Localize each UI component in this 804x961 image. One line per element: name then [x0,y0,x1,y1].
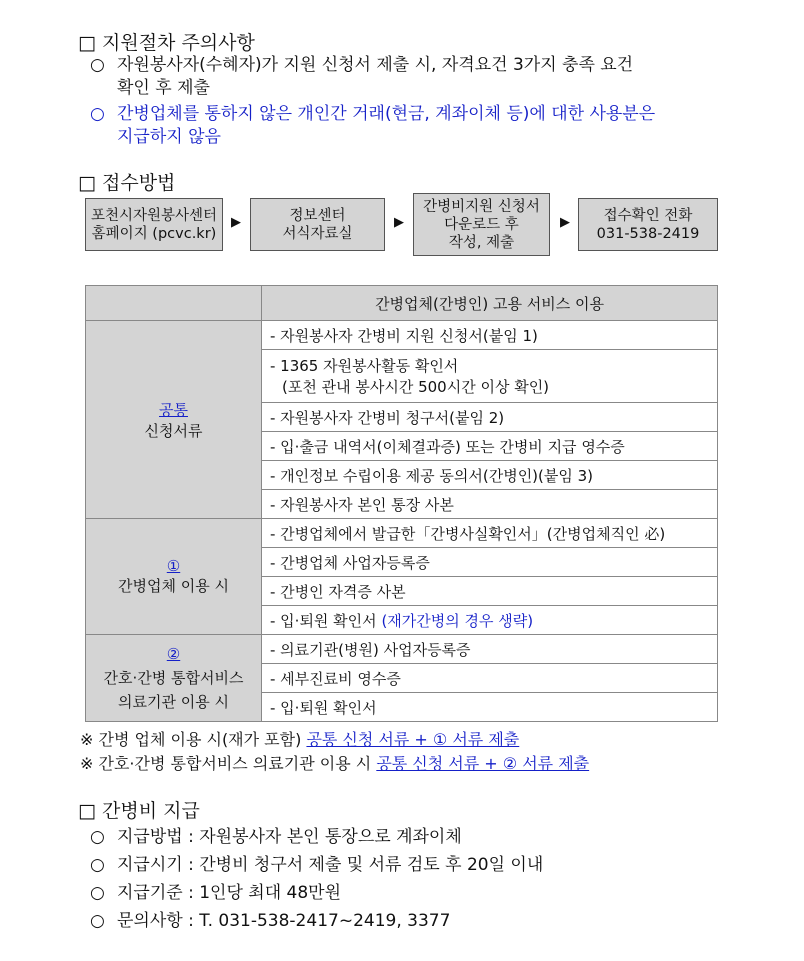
step-line: 접수확인 전화 [603,207,693,224]
arrow-right-icon: ▶ [394,215,404,230]
bullet-mark: ○ [90,911,105,931]
section-title-submission: □ 접수방법 [78,172,176,194]
step-info-center [250,198,385,251]
row-text: - 입·퇴원 확인서 [270,611,382,630]
group-label-text: 간병업체 이용 시 [118,577,229,595]
row-line: - 1365 자원봉사활동 확인서 [270,357,459,375]
payment-timing: 지급시기 : 간병비 청구서 제출 및 서류 검토 후 20일 이내 [117,855,544,875]
table-row: - 개인정보 수립이용 제공 동의서(간병인)(붙임 3) [262,461,718,490]
group-label-text: 간호·간병 통합서비스 [103,669,244,687]
step-line: 간병비지원 신청서 [423,198,540,215]
warning-private-transactions-line2: 지급하지 않음 [117,127,221,147]
group-label-link: 공통 [159,400,188,419]
note-text: ※ 간병 업체 이용 시(재가 포함) [80,730,307,749]
step-download-form [413,193,550,256]
step-confirm-call [578,198,718,251]
row-note: (재가간병의 경우 생략) [381,611,534,630]
note-line [80,752,589,776]
note-qualification-line2: 확인 후 제출 [117,78,210,98]
note-line [80,728,519,752]
note-text: ※ 간호·간병 통합서비스 의료기관 이용 시 [80,754,377,773]
note-link[interactable]: 공통 신청 서류 + ① 서류 제출 [306,730,520,749]
table-row [262,350,718,403]
bullet-mark: ○ [90,883,105,903]
step-homepage [85,198,223,251]
step-line: 031-538-2419 [596,225,700,242]
table-corner [86,286,262,321]
group-label-text: 신청서류 [144,421,203,440]
section-title-procedure: □ 지원절차 주의사항 [78,32,255,54]
bullet-mark: ○ [90,827,105,847]
warning-private-transactions-line1: 간병업체를 통하지 않은 개인간 거래(현금, 계좌이체 등)에 대한 사용분은 [117,104,656,124]
table-row: - 자원봉사자 본인 통장 사본 [262,490,718,519]
table-row [262,606,718,635]
step-line: 포천시자원봉사센터 [90,207,218,224]
table-row: - 간병인 자격증 사본 [262,577,718,606]
group-care-company-label [86,519,262,635]
group-label-link: ② [166,645,181,663]
table-row: - 입·출금 내역서(이체결과증) 또는 간병비 지급 영수증 [262,432,718,461]
table-row: - 자원봉사자 간병비 지원 신청서(붙임 1) [262,321,718,350]
step-line: 다운로드 후 [444,216,519,233]
group-label-text: 의료기관 이용 시 [118,693,229,711]
table-row: - 입·퇴원 확인서 [262,693,718,722]
arrow-right-icon: ▶ [231,215,241,230]
group-common-label [86,321,262,519]
table-row: - 간병업체 사업자등록증 [262,548,718,577]
table-header: 간병업체(간병인) 고용 서비스 이용 [262,286,718,321]
step-line: 홈페이지 (pcvc.kr) [91,225,217,242]
payment-criteria: 지급기준 : 1인당 최대 48만원 [117,883,342,903]
step-line: 정보센터 [289,207,346,224]
group-integrated-care-label [86,635,262,722]
note-qualification-line1: 자원봉사자(수혜자)가 지원 신청서 제출 시, 자격요건 3가지 충족 요건 [117,55,634,75]
table-row: - 의료기관(병원) 사업자등록증 [262,635,718,664]
arrow-right-icon: ▶ [560,215,570,230]
step-line: 작성, 제출 [448,234,515,251]
section-title-payment: □ 간병비 지급 [78,800,200,822]
contact-info: 문의사항 : T. 031-538-2417~2419, 3377 [117,911,451,931]
step-line: 서식자료실 [282,225,353,242]
table-row: - 간병업체에서 발급한「간병사실확인서」(간병업체직인 必) [262,519,718,548]
documents-table [85,285,718,722]
bullet-mark: ○ [90,855,105,875]
row-line: (포천 관내 봉사시간 500시간 이상 확인) [282,378,550,396]
bullet-mark: ○ [90,104,105,124]
payment-method: 지급방법 : 자원봉사자 본인 통장으로 계좌이체 [117,827,462,847]
note-link[interactable]: 공통 신청 서류 + ② 서류 제출 [376,754,590,773]
group-label-link: ① [166,557,181,575]
table-row: - 세부진료비 영수증 [262,664,718,693]
bullet-mark: ○ [90,55,105,75]
table-row: - 자원봉사자 간병비 청구서(붙임 2) [262,403,718,432]
